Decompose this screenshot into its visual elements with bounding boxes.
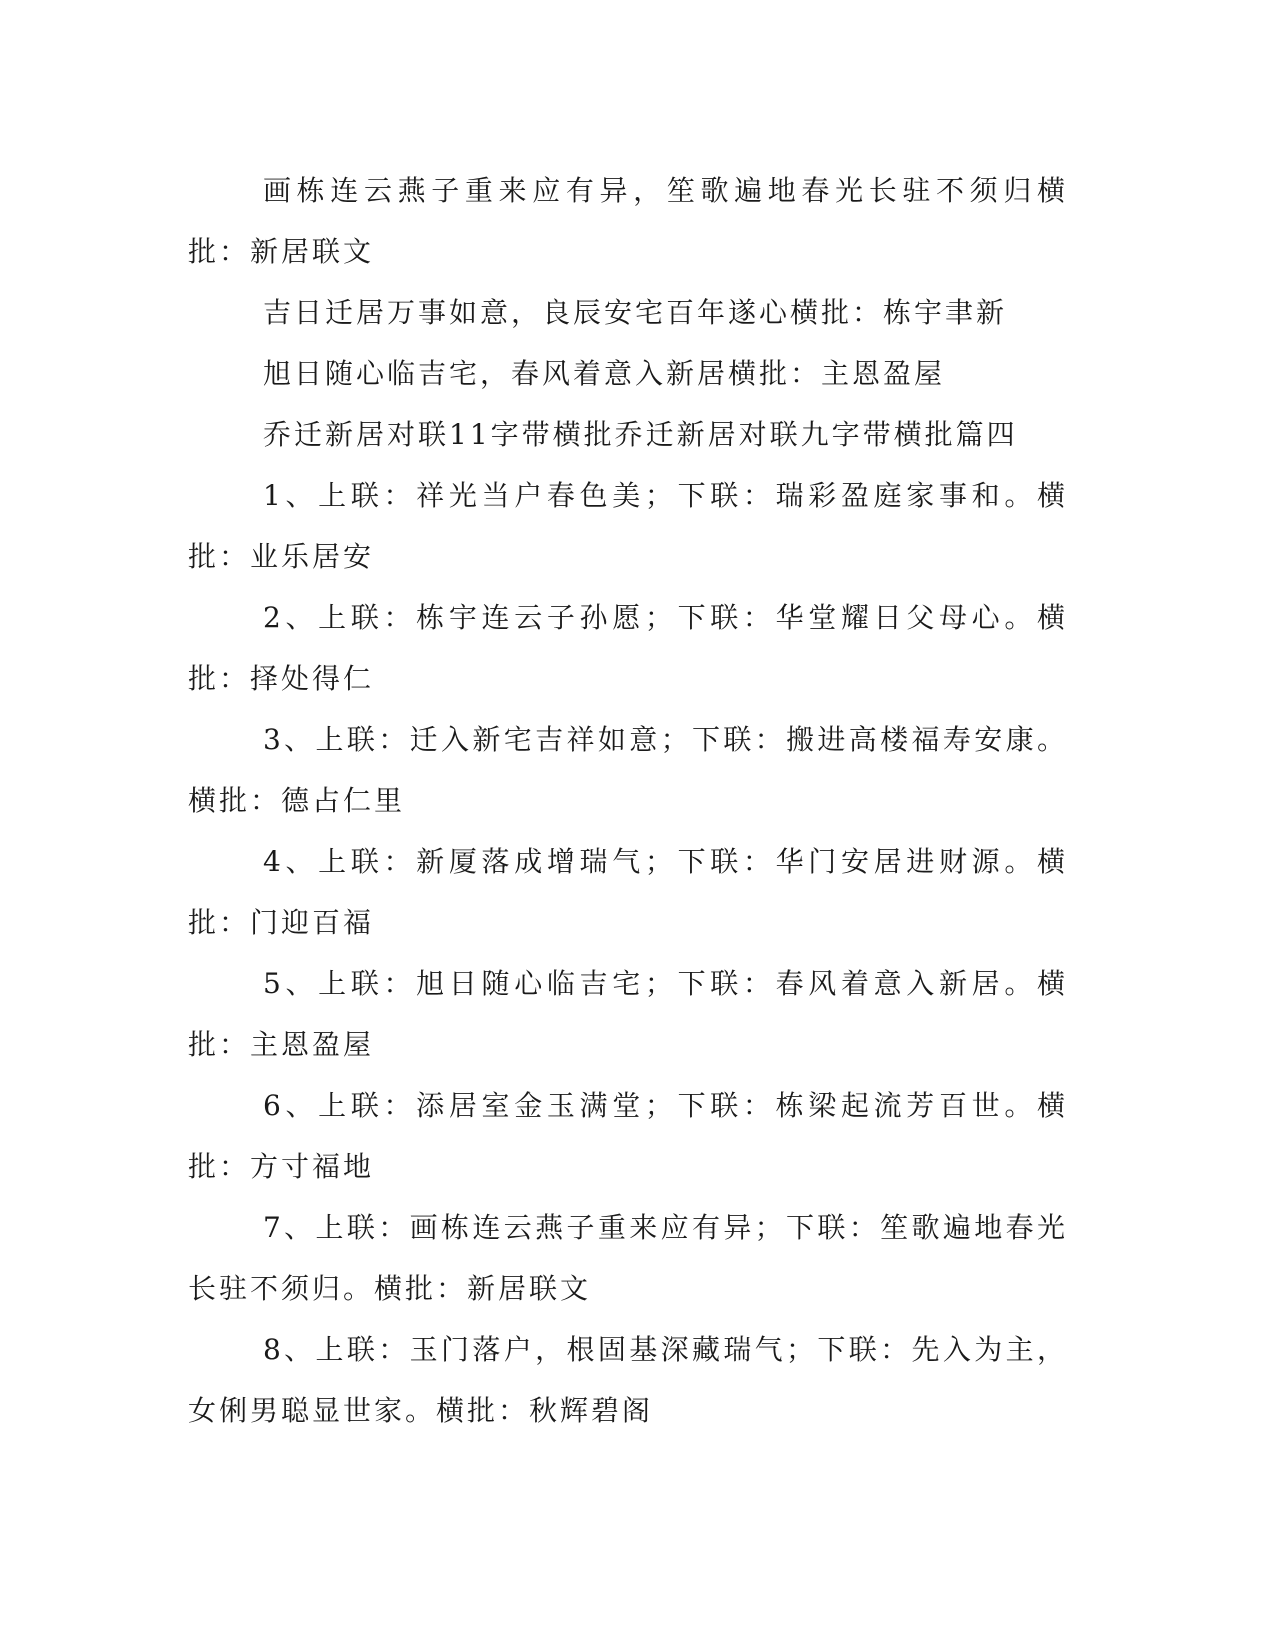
list-item: 7、上联：画栋连云燕子重来应有异；下联：笙歌遍地春光长驻不须归。横批：新居联文 — [188, 1211, 1068, 1305]
list-item: 2、上联：栋宇连云子孙愿；下联：华堂耀日父母心。横批：择处得仁 — [188, 601, 1068, 695]
list-item: 4、上联：新厦落成增瑞气；下联：华门安居进财源。横批：门迎百福 — [188, 845, 1068, 939]
paragraph: 画栋连云燕子重来应有异，笙歌遍地春光长驻不须归横批：新居联文 — [188, 174, 1068, 268]
list-item: 8、上联：玉门落户，根固基深藏瑞气；下联：先入为主，女俐男聪显世家。横批：秋辉碧阁 — [188, 1333, 1068, 1427]
list-item: 5、上联：旭日随心临吉宅；下联：春风着意入新居。横批：主恩盈屋 — [188, 967, 1068, 1061]
paragraph: 旭日随心临吉宅，春风着意入新居横批：主恩盈屋 — [263, 357, 946, 390]
paragraph: 吉日迁居万事如意，良辰安宅百年遂心横批：栋宇聿新 — [263, 296, 1008, 329]
document-body — [188, 160, 1068, 1441]
list-item: 3、上联：迁入新宅吉祥如意；下联：搬进高楼福寿安康。横批：德占仁里 — [188, 723, 1068, 817]
section-heading: 乔迁新居对联11字带横批乔迁新居对联九字带横批篇四 — [263, 418, 1018, 451]
list-item: 1、上联：祥光当户春色美；下联：瑞彩盈庭家事和。横批：业乐居安 — [188, 479, 1068, 573]
list-item: 6、上联：添居室金玉满堂；下联：栋梁起流芳百世。横批：方寸福地 — [188, 1089, 1068, 1183]
